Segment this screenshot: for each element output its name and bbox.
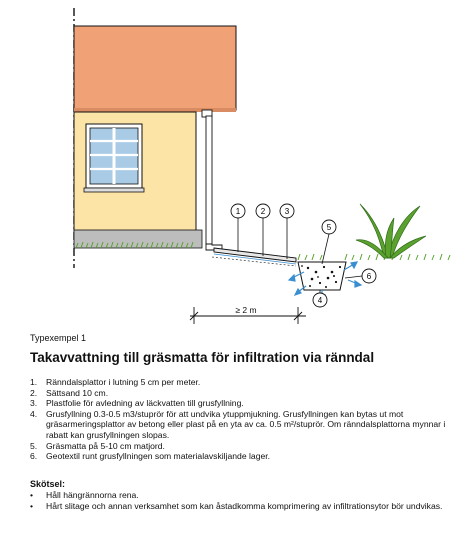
list-item (30, 398, 450, 409)
svg-text:2: 2 (260, 207, 266, 216)
page-title: Takavvattning till gräsmatta för infiltration via ränndal (30, 350, 375, 365)
lawn (298, 254, 450, 260)
component-list (30, 377, 450, 462)
callout-5 (322, 220, 336, 234)
list-item (30, 501, 450, 512)
item-text: Gräsmatta på 5-10 cm matjord. (46, 440, 165, 451)
list-item (30, 409, 450, 441)
bullet: • (30, 500, 34, 511)
svg-text:3: 3 (284, 207, 290, 216)
list-item (30, 441, 450, 452)
gravel-fill (298, 262, 346, 290)
item-text: Geotextil runt grusfyllningen som materialavskiljande lager. (46, 451, 271, 462)
foundation (74, 230, 202, 248)
item-text: Hårt slitage och annan verksamhet som kan åstadkomma komprimering av infiltrationsytor bör undvikas. (46, 500, 443, 511)
channel-slabs (212, 248, 296, 266)
item-number: 5. (30, 440, 38, 451)
svg-text:5: 5 (326, 223, 332, 232)
list-item (30, 388, 450, 399)
downpipe (202, 110, 222, 250)
callout-4 (313, 293, 327, 307)
item-number: 1. (30, 377, 38, 387)
maintenance-heading: Skötsel: (30, 479, 66, 489)
item-text: Ränndalsplattor i lutning 5 cm per meter. (46, 377, 201, 387)
item-text: Grusfyllning 0.3-0.5 m3/stuprör för att undvika ytuppmjukning. Grusfyllningen kan bytas ut mot gräsarmeringsplattor av betong eller plast på en yta av ca. 0.5 m²/stuprör. Om ränndalsplattorna mynnar i rabatt kan grusfyllningen slopas. (46, 408, 446, 440)
maintenance-list (30, 490, 450, 511)
list-item (30, 490, 450, 501)
callout-6 (362, 269, 376, 283)
item-text: Plastfolie för avledning av läckvatten till grusfyllning. (46, 398, 244, 409)
callout-1 (231, 204, 245, 218)
item-text: Håll hängrännorna rena. (46, 490, 139, 500)
item-number: 3. (30, 398, 38, 409)
example-caption: Typexempel 1 (30, 333, 87, 343)
svg-text:4: 4 (317, 296, 323, 305)
list-item (30, 451, 450, 462)
svg-text:6: 6 (366, 272, 372, 281)
list-item (30, 377, 450, 388)
callout-2 (256, 204, 270, 218)
item-number: 6. (30, 451, 38, 462)
item-text: Sättsand 10 cm. (46, 387, 109, 398)
bullet: • (30, 490, 34, 500)
item-number: 2. (30, 387, 38, 398)
window (84, 124, 144, 192)
roof (74, 26, 236, 110)
callout-3 (280, 204, 294, 218)
svg-text:1: 1 (235, 207, 241, 216)
distance-label: ≥ 2 m (235, 305, 257, 315)
plant (356, 204, 426, 258)
item-number: 4. (30, 408, 38, 419)
